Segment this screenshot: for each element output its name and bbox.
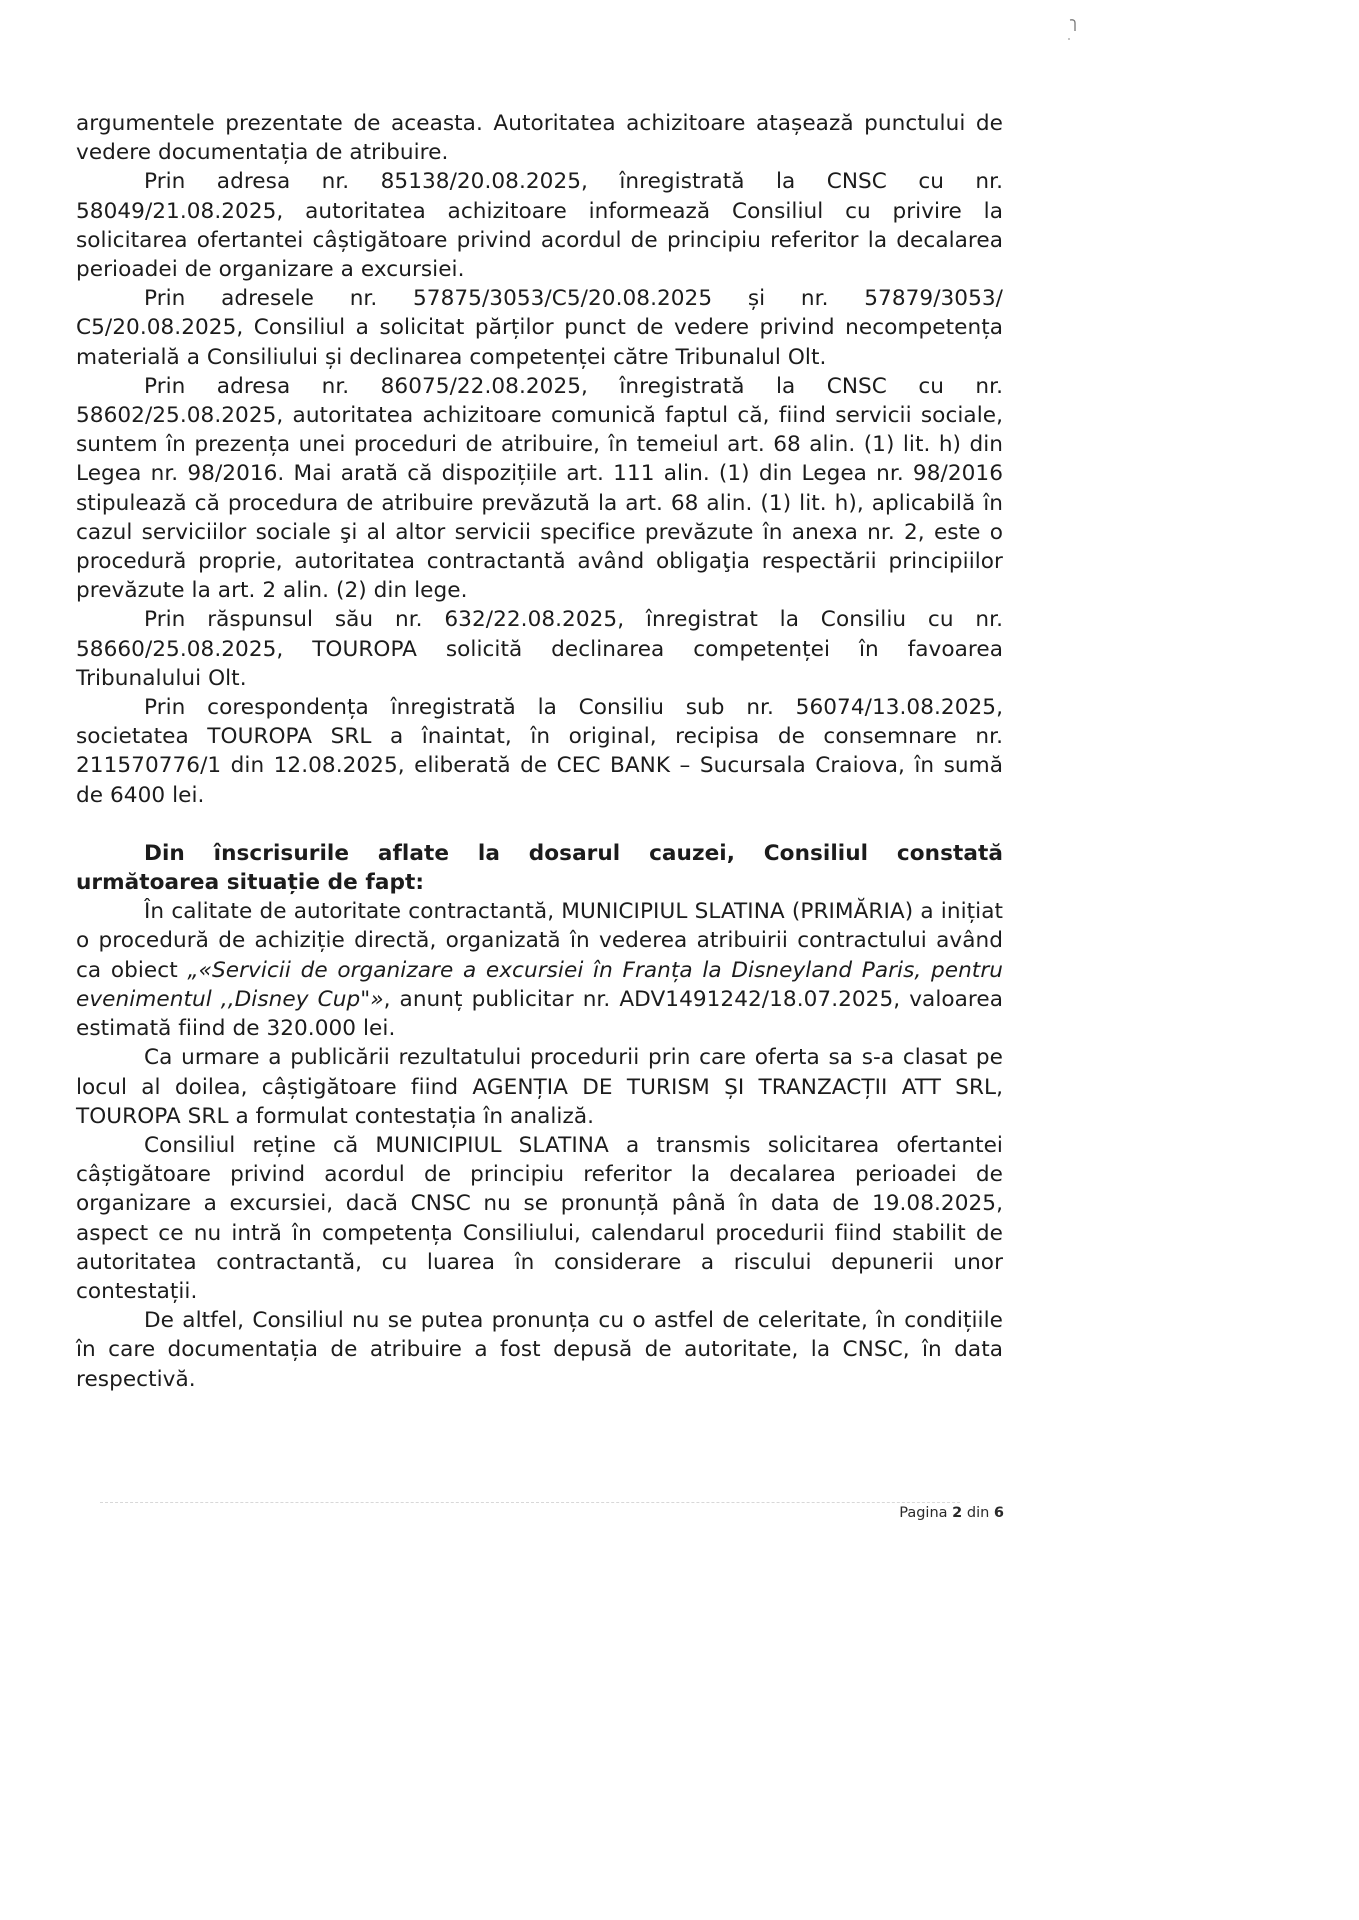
paragraph: Prin adresa nr. 86075/22.08.2025, înregistrată la CNSC cu nr. 58602/25.08.2025, autoritatea achizitoare comunică faptul că, fiind servicii sociale, suntem în prezența unei proceduri de atribuire, în temeiul art. 68 alin. (1) lit. h) din Legea nr. 98/2016. Mai arată că dispozițiile art. 111 alin. (1) din Legea nr. 98/2016 stipulează că procedura de atribuire prevăzută la art. 68 alin. (1) lit. h), aplicabilă în cazul serviciilor sociale şi al altor servicii specifice prevăzute în anexa nr. 2, este o procedură proprie, autoritatea contractantă având obligaţia respectării principiilor prevăzute la art. 2 alin. (2) din lege.: [76, 373, 1003, 604]
paragraph: Prin răspunsul său nr. 632/22.08.2025, înregistrat la Consiliu cu nr. 58660/25.08.2025, TOUROPA solicită declinarea competenței în favoarea Tribunalului Olt.: [76, 607, 1003, 691]
document-body: [76, 109, 1003, 1394]
scan-mark: [1066, 16, 1080, 42]
page-number: [899, 1505, 1004, 1521]
paragraph-gap: [76, 810, 1003, 839]
paragraph: Prin corespondența înregistrată la Consiliu sub nr. 56074/13.08.2025, societatea TOUROPA SRL a înaintat, în original, recipisa de consemnare nr. 211570776/1 din 12.08.2025, eliberată de CEC BANK – Sucursala Craiova, în sumă de 6400 lei.: [76, 695, 1003, 808]
page-total: 6: [993, 1505, 1004, 1521]
paragraph-text: , anunț publicitar nr. ADV1491242/18.07.2025, valoarea estimată fiind de 320.000 lei.: [76, 986, 1003, 1042]
footer-divider: [100, 1502, 960, 1503]
page-label: Pagina: [899, 1505, 948, 1521]
paragraph: Consiliul reține că MUNICIPIUL SLATINA a transmis solicitarea ofertantei câștigătoare privind acordul de principiu referitor la decalarea perioadei de organizare a excursiei, dacă CNSC nu se pronunță până în data de 19.08.2025, aspect ce nu intră în competența Consiliului, calendarul procedurii fiind stabilit de autoritatea contractantă, cu luarea în considerare a riscului depunerii unor contestații.: [76, 1132, 1003, 1304]
paragraph: Ca urmare a publicării rezultatului procedurii prin care oferta sa s-a clasat pe locul al doilea, câștigătoare fiind AGENȚIA DE TURISM ȘI TRANZACȚII ATT SRL, TOUROPA SRL a formulat contestația în analiză.: [76, 1045, 1003, 1129]
paragraph-text: În calitate de autoritate contractantă, MUNICIPIUL SLATINA (PRIMĂRIA) a inițiat o procedură de achiziție directă, organizată în vederea atribuirii contractului având ca obiect: [76, 899, 1003, 983]
page-current: 2: [952, 1505, 963, 1521]
paragraph: [76, 897, 1003, 1043]
section-heading: Din înscrisurile aflate la dosarul cauzei, Consiliul constată următoarea situație de fapt:: [76, 840, 1003, 896]
paragraph: Prin adresele nr. 57875/3053/C5/20.08.2025 și nr. 57879/3053/ C5/20.08.2025, Consiliul a solicitat părților punct de vedere privind necompetența materială a Consiliului și declinarea competenței către Tribunalul Olt.: [76, 286, 1003, 370]
paragraph: De altfel, Consiliul nu se putea pronunța cu o astfel de celeritate, în condițiile în care documentația de atribuire a fost depusă de autoritate, la CNSC, în data respectivă.: [76, 1308, 1003, 1392]
paragraph: Prin adresa nr. 85138/20.08.2025, înregistrată la CNSC cu nr. 58049/21.08.2025, autoritatea achizitoare informează Consiliul cu privire la solicitarea ofertantei câștigătoare privind acordul de principiu referitor la decalarea perioadei de organizare a excursiei.: [76, 169, 1003, 283]
contract-object-title: „«Servicii de organizare a excursiei în Franța la Disneyland Paris, pentru evenimentul ,,Disney Cup"»: [76, 957, 1003, 1012]
paragraph: argumentele prezentate de aceasta. Autoritatea achizitoare atașează punctului de vedere documentația de atribuire.: [76, 111, 1003, 166]
page-separator: din: [966, 1505, 990, 1521]
